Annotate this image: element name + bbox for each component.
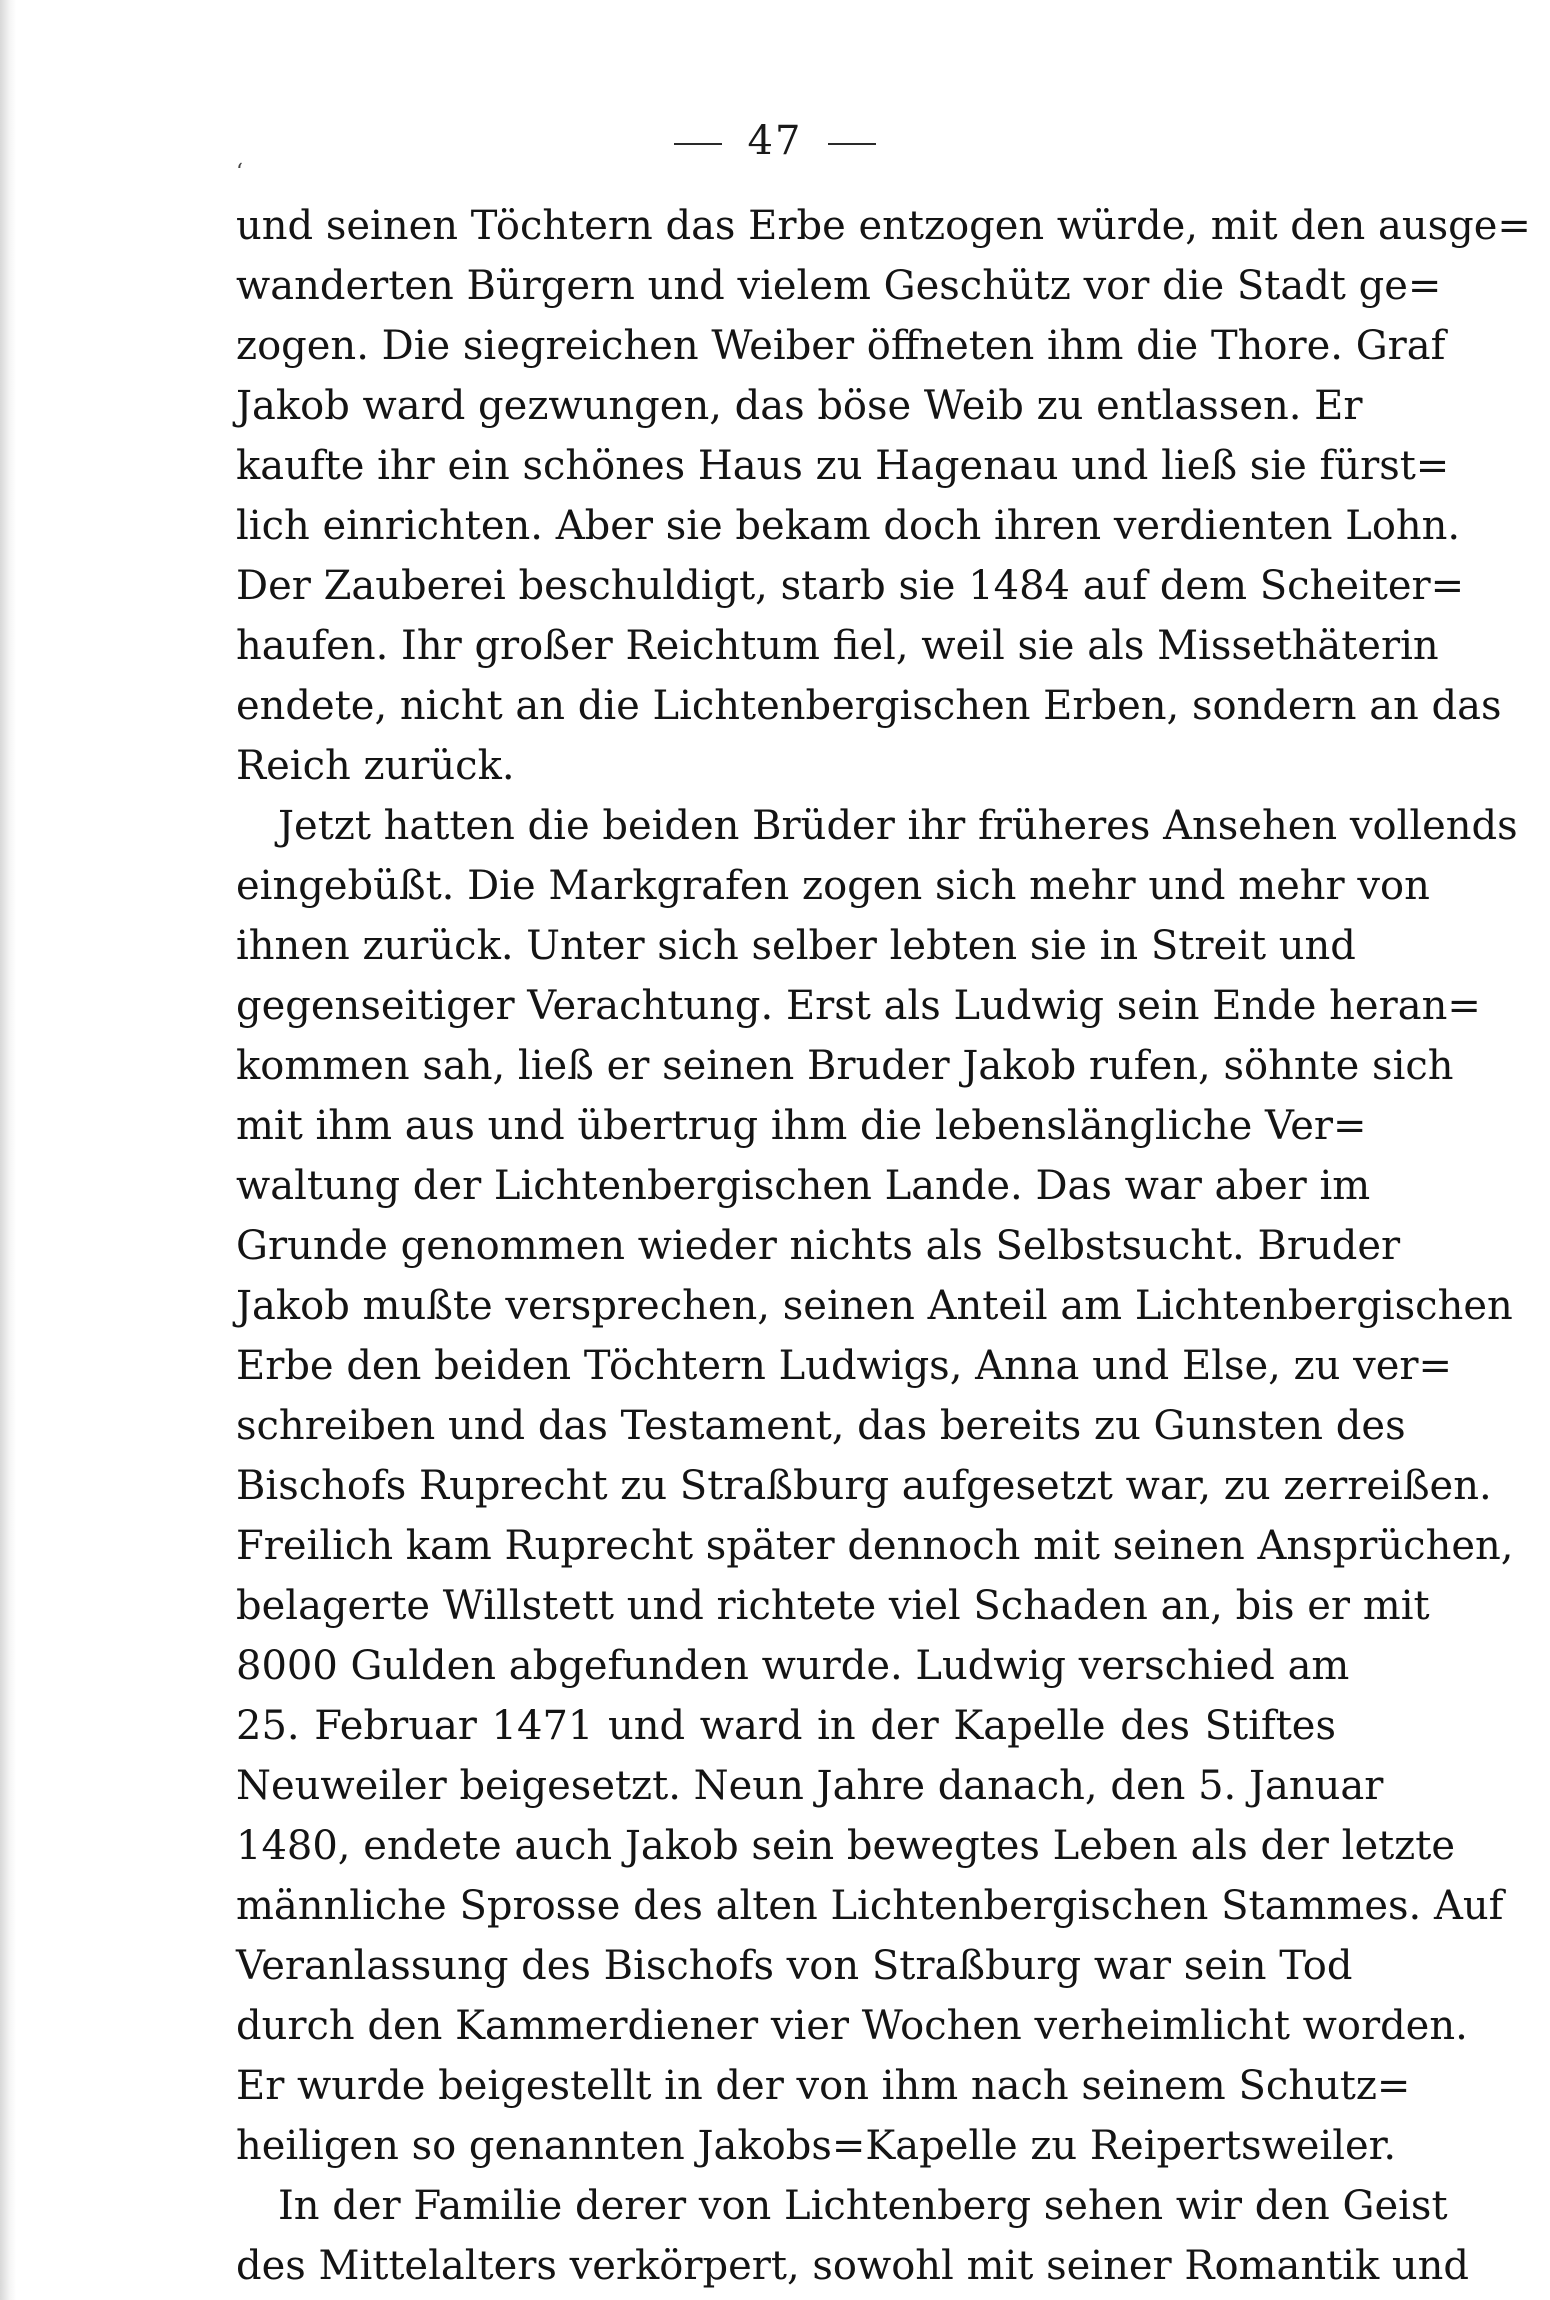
text-line: durch den Kammerdiener vier Wochen verheimlicht worden. [236,2003,1468,2049]
text-line: Erbe den beiden Töchtern Ludwigs, Anna und Else, zu ver= [236,1343,1453,1389]
text-line: Grunde genommen wieder nichts als Selbstsucht. Bruder [236,1223,1401,1269]
text-line: heiligen so genannten Jakobs=Kapelle zu Reipertsweiler. [236,2123,1397,2169]
text-line: lich einrichten. Aber sie bekam doch ihren verdienten Lohn. [236,503,1461,549]
text-line: männliche Sprosse des alten Lichtenbergischen Stammes. Auf [236,1883,1504,1929]
printer-mark: ‘ [236,160,243,185]
text-line: Veranlassung des Bischofs von Straßburg war sein Tod [236,1943,1353,1989]
text-line: 1480, endete auch Jakob sein bewegtes Leben als der letzte [236,1823,1456,1869]
text-line: des Mittelalters verkörpert, sowohl mit seiner Romantik und [236,2243,1470,2289]
text-line: Jakob mußte versprechen, seinen Anteil am Lichtenbergischen [236,1283,1513,1329]
text-line: wanderten Bürgern und vielem Geschütz vor die Stadt ge= [236,263,1442,309]
text-line: waltung der Lichtenbergischen Lande. Das war aber im [236,1163,1371,1209]
header-dash-left [674,143,722,145]
text-line: gegenseitiger Verachtung. Erst als Ludwig sein Ende heran= [236,983,1481,1029]
text-line: Jetzt hatten die beiden Brüder ihr früheres Ansehen vollends [278,803,1518,849]
text-line: Jakob ward gezwungen, das böse Weib zu entlassen. Er [236,383,1363,429]
text-line: 8000 Gulden abgefunden wurde. Ludwig verschied am [236,1643,1350,1689]
text-line: In der Familie derer von Lichtenberg sehen wir den Geist [278,2183,1448,2229]
text-line: mit ihm aus und übertrug ihm die lebenslängliche Ver= [236,1103,1367,1149]
text-line: schreiben und das Testament, das bereits zu Gunsten des [236,1403,1406,1449]
text-line: kommen sah, ließ er seinen Bruder Jakob rufen, söhnte sich [236,1043,1454,1089]
text-line: Neuweiler beigesetzt. Neun Jahre danach, den 5. Januar [236,1763,1384,1809]
page-number: 47 [747,118,803,164]
text-line: ihnen zurück. Unter sich selber lebten sie in Streit und [236,923,1356,969]
text-line: haufen. Ihr großer Reichtum fiel, weil sie als Missethäterin [236,623,1439,669]
text-line: Reich zurück. [236,743,515,789]
page-number-header [0,118,1550,164]
text-line: belagerte Willstett und richtete viel Schaden an, bis er mit [236,1583,1430,1629]
text-line: Er wurde beigestellt in der von ihm nach seinem Schutz= [236,2063,1411,2109]
text-line: 25. Februar 1471 und ward in der Kapelle des Stiftes [236,1703,1336,1749]
text-line: Der Zauberei beschuldigt, starb sie 1484 auf dem Scheiter= [236,563,1465,609]
text-line: kaufte ihr ein schönes Haus zu Hagenau und ließ sie fürst= [236,443,1450,489]
text-line: und seinen Töchtern das Erbe entzogen würde, mit den ausge= [236,203,1531,249]
body-text [236,196,1531,2296]
text-line: zogen. Die siegreichen Weiber öffneten ihm die Thore. Graf [236,323,1446,369]
page-edge-shadow [0,0,16,2300]
text-line: eingebüßt. Die Markgrafen zogen sich mehr und mehr von [236,863,1430,909]
text-line: Freilich kam Ruprecht später dennoch mit seinen Ansprüchen, [236,1523,1514,1569]
text-line: Bischofs Ruprecht zu Straßburg aufgesetzt war, zu zerreißen. [236,1463,1492,1509]
text-line: endete, nicht an die Lichtenbergischen Erben, sondern an das [236,683,1502,729]
header-dash-right [828,143,876,145]
